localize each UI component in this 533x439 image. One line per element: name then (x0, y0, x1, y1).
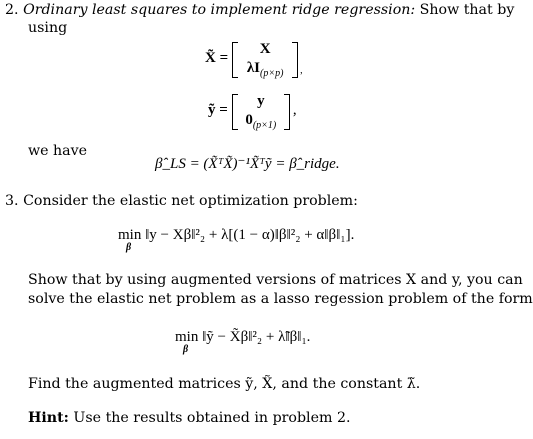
hint-line (28, 410, 351, 428)
x-tilde-comma: , (300, 65, 303, 76)
y-tilde-matrix (232, 92, 290, 130)
y-tilde-comma: , (292, 102, 297, 119)
problem-2-intro-line1 (5, 2, 514, 20)
find-line: Find the augmented matrices ỹ, X̃, and the constant λ̃. (28, 376, 421, 392)
x-tilde-bottom: λI (246, 59, 261, 76)
x-tilde-top: X (259, 41, 271, 57)
problem-3-intro-text: Consider the elastic net optimization problem: (23, 193, 358, 209)
lasso-equation: min ‖ỹ − X̃β‖²₂ + λ̃‖β‖₁. (175, 329, 311, 345)
problem-2-title: Ordinary least squares to implement ridge regression: (23, 2, 416, 18)
x-tilde-bottom-row (247, 59, 284, 78)
beta-equation: β̂_LS = (X̃ᵀX̃)⁻¹X̃ᵀỹ = β̂_ridge. (155, 156, 340, 172)
problem-2-intro-rest: Show that by (419, 2, 515, 18)
problem-3-intro (5, 193, 358, 211)
x-tilde-bottom-sub: (p×p) (260, 67, 284, 79)
y-tilde-bottom-row (245, 111, 276, 130)
problem-3-number: 3. (5, 193, 19, 209)
x-tilde-lhs: X̃ = (205, 50, 229, 67)
paragraph-line2: solve the elastic net problem as a lasso regession problem of the form (28, 291, 533, 307)
hint-text: Use the results obtained in problem 2. (73, 410, 351, 426)
y-tilde-top: y (257, 93, 265, 109)
y-tilde-bottom-sub: (p×1) (252, 119, 277, 131)
y-tilde-lhs: ỹ = (208, 102, 228, 119)
we-have-text: we have (28, 143, 88, 159)
x-tilde-equation (205, 40, 303, 78)
elastic-net-min-sub: β (126, 242, 132, 253)
elastic-net-equation: min ‖y − Xβ‖²₂ + λ[(1 − α)‖β‖²₂ + α‖β‖₁]. (118, 227, 355, 243)
paragraph-line1: Show that by using augmented versions of matrices X and y, you can (28, 272, 523, 288)
problem-2-intro-line2: using (28, 20, 68, 36)
y-tilde-equation (208, 92, 297, 130)
hint-label: Hint: (28, 410, 69, 426)
x-tilde-matrix (232, 40, 298, 78)
lasso-min-sub: β (183, 344, 189, 355)
problem-2-number: 2. (5, 2, 19, 18)
y-tilde-bottom: 0 (245, 111, 253, 128)
